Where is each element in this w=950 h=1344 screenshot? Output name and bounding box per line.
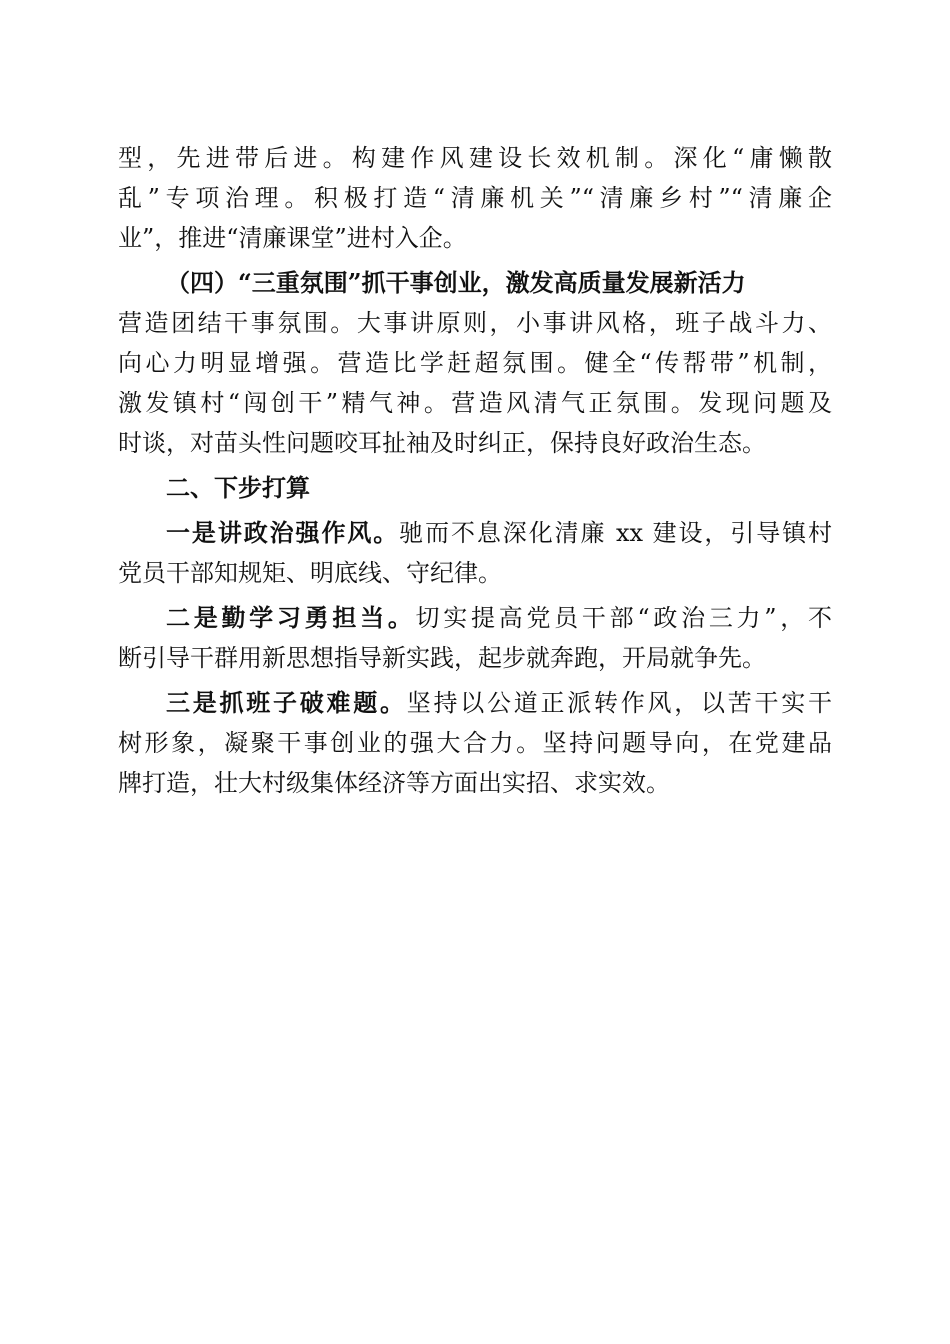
text-line (118, 598, 832, 638)
plan-three-text: 坚持以公道正派转作风，以苦干实干 (406, 689, 832, 717)
text-line: 断引导干群用新思想指导新实践，起步就奔跑，开局就争先。 (118, 644, 766, 672)
plan-three-lead: 三是抓班子破难题。 (166, 688, 407, 717)
text-line: 激发镇村“闯创干”精气神。营造风清气正氛围。发现问题及 (118, 389, 832, 417)
text-line: 营造团结干事氛围。大事讲原则，小事讲风格，班子战斗力、 (118, 309, 832, 337)
text-line: 树形象，凝聚干事创业的强大合力。坚持问题导向，在党建品 (118, 729, 832, 757)
text-line: 牌打造，壮大村级集体经济等方面出实招、求实效。 (118, 769, 670, 797)
text-line (118, 513, 832, 553)
text-line (118, 683, 832, 723)
plan-two-text: 切实提高党员干部“政治三力”，不 (415, 604, 832, 632)
continuation-paragraph (118, 138, 832, 258)
plan-three-paragraph (118, 683, 832, 803)
plan-one-lead: 一是讲政治强作风。 (166, 518, 400, 547)
document-page (118, 138, 832, 808)
text-line: 向心力明显增强。营造比学赶超氛围。健全“传帮带”机制， (118, 349, 832, 377)
section-four-paragraph (118, 263, 832, 463)
plan-two-paragraph (118, 598, 832, 678)
plan-two-lead: 二是勤学习勇担当。 (166, 603, 416, 632)
plan-one-text: 驰而不息深化清廉 xx 建设，引导镇村 (399, 519, 833, 547)
text-line: 党员干部知规矩、明底线、守纪律。 (118, 559, 502, 587)
section-two-heading-block (118, 468, 832, 508)
text-line: 型，先进带后进。构建作风建设长效机制。深化“庸懒散 (118, 144, 832, 172)
text-line: 业”，推进“清廉课堂”进村入企。 (118, 224, 467, 252)
section-two-heading: 二、下步打算 (166, 473, 310, 502)
text-line: 时谈，对苗头性问题咬耳扯袖及时纠正，保持良好政治生态。 (118, 429, 766, 457)
plan-one-paragraph (118, 513, 832, 593)
section-four-heading: （四）“三重氛围”抓干事创业，激发高质量发展新活力 (166, 268, 746, 297)
text-line: 乱”专项治理。积极打造“清廉机关”“清廉乡村”“清廉企 (118, 184, 832, 212)
